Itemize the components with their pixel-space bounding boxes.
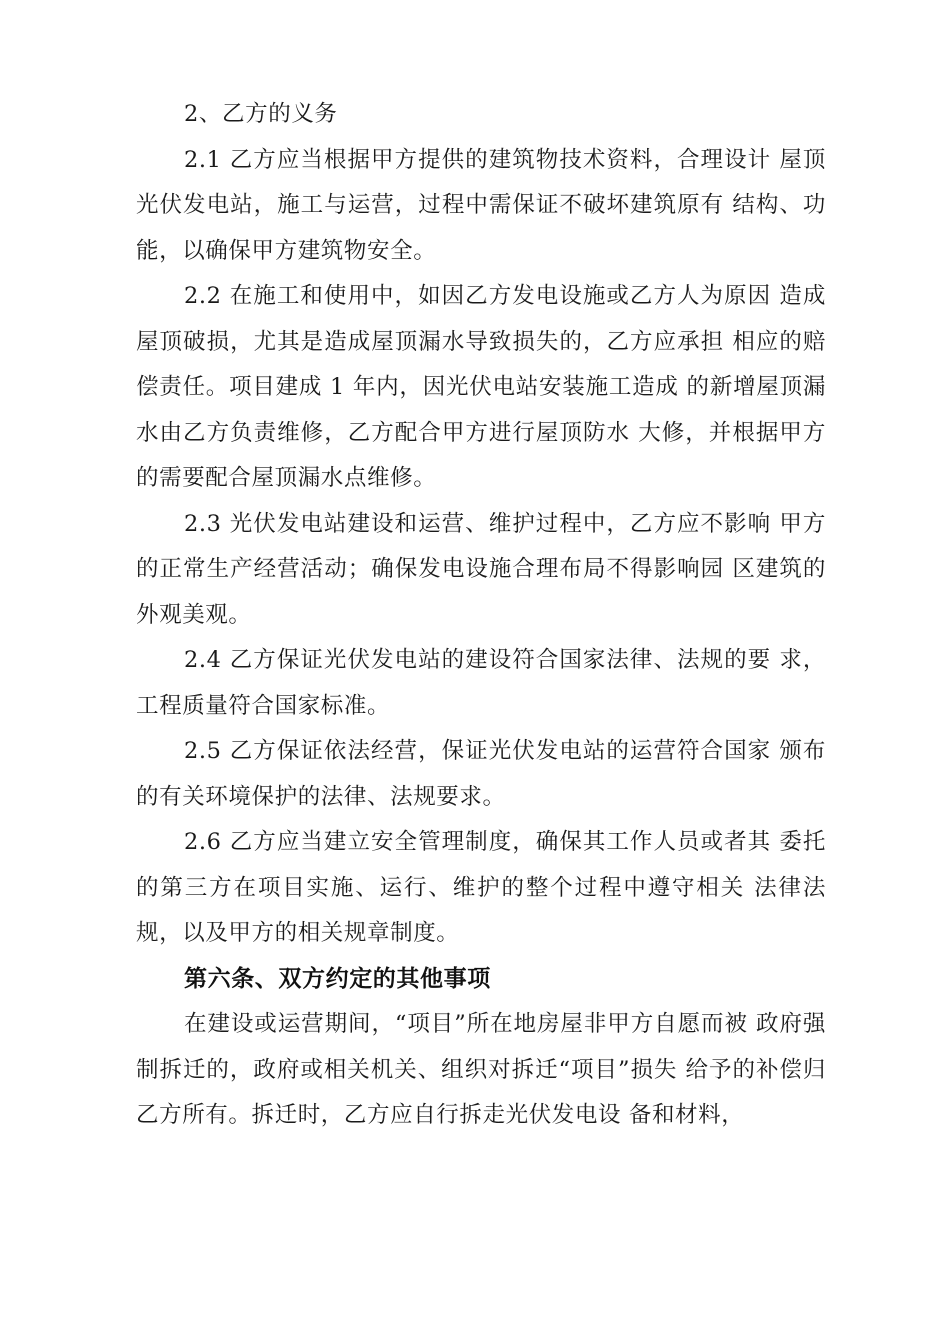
article-6-paragraph: 在建设或运营期间，“项目”所在地房屋非甲方自愿而被 政府强制拆迁的，政府或相关机关、组织对拆迁“项目”损失 给予的补偿归乙方所有。拆迁时，乙方应自行拆走光伏发电设 备和材料， [136, 1011, 826, 1128]
document-body [136, 92, 826, 1139]
clause-2-4: 2.4 乙方保证光伏发电站的建设符合国家法律、法规的要 求，工程质量符合国家标准。 [136, 647, 826, 719]
clause-2-6: 2.6 乙方应当建立安全管理制度，确保其工作人员或者其 委托的第三方在项目实施、运行、维护的整个过程中遵守相关 法律法规，以及甲方的相关规章制度。 [136, 829, 826, 946]
clause-2-5: 2.5 乙方保证依法经营，保证光伏发电站的运营符合国家 颁布的有关环境保护的法律、法规要求。 [136, 738, 826, 810]
clause-2-3: 2.3 光伏发电站建设和运营、维护过程中，乙方应不影响 甲方的正常生产经营活动；确保发电设施合理布局不得影响园 区建筑的外观美观。 [136, 510, 826, 628]
section-title-obligations: 2、乙方的义务 [184, 101, 338, 127]
clause-2-1: 2.1 乙方应当根据甲方提供的建筑物技术资料，合理设计 屋顶光伏发电站，施工与运营，过程中需保证不破坏建筑原有 结构、功能，以确保甲方建筑物安全。 [136, 146, 826, 264]
clause-2-2: 2.2 在施工和使用中，如因乙方发电设施或乙方人为原因 造成屋顶破损，尤其是造成屋顶漏水导致损失的，乙方应承担 相应的赔偿责任。项目建成 1 年内，因光伏电站安装施工造成 的新增屋顶漏水由乙方负责维修，乙方配合甲方进行屋顶防水 大修，并根据甲方的需要配合屋顶漏水点维修。 [136, 283, 826, 491]
article-6-heading: 第六条、双方约定的其他事项 [184, 965, 491, 992]
